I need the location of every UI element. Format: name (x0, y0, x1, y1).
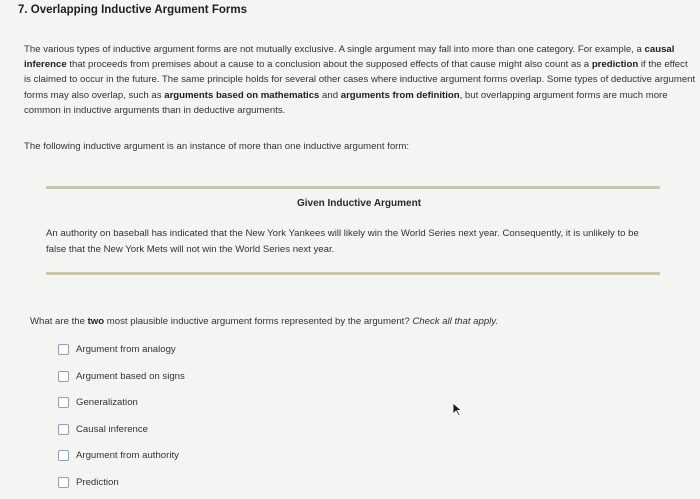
option-signs[interactable] (58, 371, 185, 382)
question-prompt (30, 316, 498, 327)
question-title: 7. Overlapping Inductive Argument Forms (18, 4, 247, 16)
option-label: Argument from authority (76, 450, 179, 461)
option-authority[interactable] (58, 450, 179, 461)
term-definition: arguments from definition (340, 89, 460, 101)
top-divider (46, 186, 660, 189)
given-heading (0, 198, 700, 209)
mouse-pointer-icon (452, 402, 462, 416)
intro-paragraph (24, 42, 696, 118)
checkbox[interactable] (58, 477, 69, 488)
lead-sentence: The following inductive argument is an instance of more than one inductive argument form: (24, 141, 410, 152)
intro-text: that proceeds from premises about a cause to a conclusion about the supposed effects of that cause might also count as a (66, 59, 592, 71)
intro-text: and (319, 89, 341, 101)
intro-text: The various types of inductive argument forms are not mutually exclusive. A single argument may fall into more than one category. For example, a (24, 44, 645, 55)
prompt-text: What are the (30, 316, 88, 327)
checkbox[interactable] (58, 344, 69, 355)
option-generalization[interactable] (58, 397, 138, 408)
given-argument-text: An authority on baseball has indicated that the New York Yankees will likely win the World Series next year. Consequently, it is unlikely to be false that the New York Mets will not win the World Series next year. (46, 228, 639, 255)
option-label: Generalization (76, 397, 138, 408)
option-label: Argument from analogy (76, 344, 176, 355)
intro-text: if the effect is claimed to occur in the future. The same principle holds for several other cases where inductive argument forms overlap. Some types of deductive argument forms may also overlap, such as (24, 59, 696, 101)
checkbox[interactable] (58, 371, 69, 382)
checkbox[interactable] (58, 397, 69, 408)
term-causal-inference: causal inference (24, 44, 675, 71)
option-label: Argument based on signs (76, 371, 185, 382)
given-heading-text: Given Inductive Argument (296, 198, 422, 209)
option-prediction[interactable] (58, 477, 119, 488)
prompt-text: most plausible inductive argument forms represented by the argument? (104, 316, 413, 327)
option-analogy[interactable] (58, 344, 176, 355)
term-mathematics: arguments based on mathematics (164, 89, 320, 101)
intro-text: , but overlapping argument forms are much more common in inductive arguments than in deductive arguments. (24, 89, 668, 116)
prompt-bold: two (87, 316, 105, 327)
checkbox[interactable] (58, 450, 69, 461)
term-prediction: prediction (591, 59, 639, 71)
bottom-divider (46, 272, 660, 275)
checkbox[interactable] (58, 424, 69, 435)
prompt-instruction: Check all that apply. (412, 316, 499, 327)
option-causal-inference[interactable] (58, 424, 148, 435)
option-label: Causal inference (76, 424, 148, 435)
option-label: Prediction (76, 477, 119, 488)
